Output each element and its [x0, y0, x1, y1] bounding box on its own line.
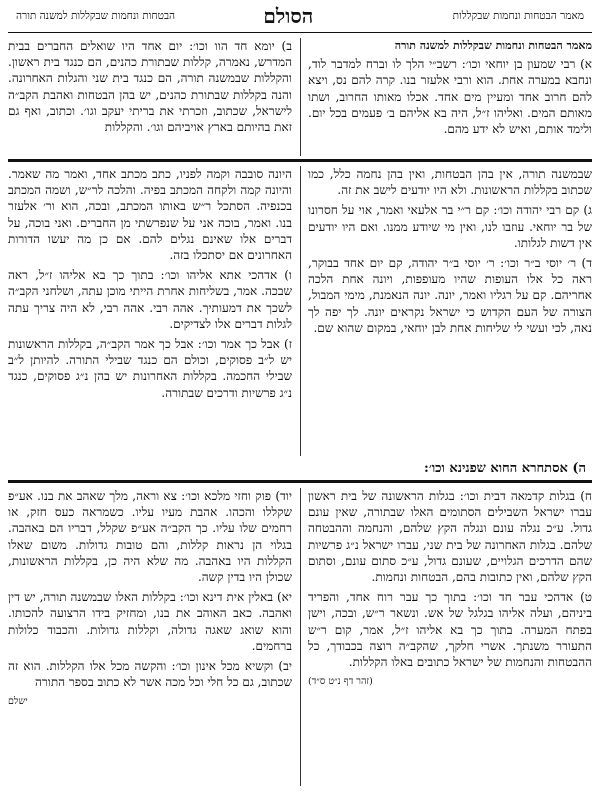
band1-right-column — [308, 38, 592, 156]
band1-divider — [300, 38, 301, 156]
document-page — [8, 4, 592, 787]
band3-left-column — [8, 488, 292, 786]
paragraph-5-cont: היונה סובבה וקמה לפניו, כתב מכתב אחד, ואמר מה שאמר. והיונה קמה ולקחה המכתב בפיה. והלכה לר״ש, ושמה המכתב בכנפיה. הסתכל ר״ש באותו המכתב, ובכה, הוא ור׳ אלעזר בנו. ואמר, בוכה אני על שנפרשתי מן החברים. ואני בוכה, על דברים אלו שאינם נגלים להם. אם כן מה יעשו הדורות האחרונים אם יסתכלו בזה. — [8, 167, 292, 263]
paragraph-1: א) רבי שמעון בן יוחאי וכו׳: רשב״י הלך לו וברח למדבר לוד, ונחבא במערה אחת. הוא ורבי אלעזר בנו. קרה להם נס, ויצא להם חרוב אחד ומעיין מים אחד. אכלו מאותו החרוב, ושתו מאותם המים. ואליהו ז״ל, היה בא אליהם ב׳ פעמים בכל יום. ולימד אותם, ואיש לא ידע מהם. — [308, 57, 592, 137]
article-title: מאמר הבטחות ונחמות שבקללות למשנה תורה — [394, 39, 592, 52]
band1-rule — [8, 159, 592, 162]
paragraph-10: יוד) פוק וחזי מלכא וכו׳: צא וראה, מלך שאהב את בנו. אע״פ שקללו והכהו. אהבת מעיו עליו. כשמראה כעס חזק, או רחמים שלו עליו. כך הקב״ה אע״פ שקלל, דבריו הם באהבה. בגלוי הן נראות קללות, והם טובות גדולות. משום שאלו הקללות היו באהבה. מה שלא היה כן, בקללות הראשונות, שכולן היו בדין קשה. — [8, 489, 292, 585]
page-header — [8, 4, 592, 32]
band2-rule — [8, 480, 592, 483]
paragraph-2: ב) יומא חד הוו וכו׳: יום אחד היו שואלים החברים בבית המדרש, נאמרה, קללות שבתורת כהנים, הם כנגד בית ראשון. והקללות שבמשנה תורה, הם כנגד בית שני והגלות האחרונה. והנה בקללות שבתורת כהנים, יש בהן הבטחות ואהבת הקב״ה לישראל, שכתוב, וזכרתי את בריתי יעקב וגו׳. וכתוב, ואף גם זאת בהיותם בארץ אויביהם וגו׳. והקללות — [8, 39, 292, 135]
paragraph-5-heading: ה) אסתחרא החוא שפנינא וכו׳: — [424, 461, 586, 476]
paragraph-9: ט) אדהכי עבר חד וכו׳: בתוך כך עבר רוח אחד, והפריד ביניהם, ועלה אליהו בגלגל של אש. ונשאר ר״ש, ובכה, וישן בפתח המערה. בתוך כך בא אליהו ז״ל, אמר, קום ר״ש התעורר משנתך. אשרי חלקך, שהקב״ה רוצה בכבודך, כל ההבטחות והנחמות של ישראל כתובים באלו הקללות. — [308, 590, 592, 670]
header-left: הבטחות ונחמות שבקללות למשנה תורה — [16, 10, 176, 22]
header-rule — [8, 32, 592, 33]
header-right: מאמר הבטחות ונחמות שבקללות — [452, 10, 584, 22]
paragraph-3: ג) קם רבי יהודה וכו׳: קם ר״י בר אלעאי ואמר, אוי על חסרונו של בר יוחאי. עוזבו לנו, ואין מי שיודע ממנו. ואם היו יודעים אין דשות לגלותו. — [308, 203, 592, 250]
band3-right-column — [308, 488, 592, 786]
continuation-word: ישלם — [8, 696, 28, 708]
source-reference: (זהר דף נ״ט ס״ד) — [308, 676, 373, 688]
band1-left-column — [8, 38, 292, 156]
band2-left-column — [8, 166, 292, 456]
paragraph-7: ז) אבל כך אמר וכו׳: אבל כך אמר הקב״ה, בקללות הראשונות יש ל״ב פסוקים, וכולם הם כנגד שבילי התורה. להיותן ל״ב שבילי החכמה. בקללות האחרונות יש בהן נ״ג פסוקים, כנגד נ״ג פרשיות ודרכים שבתורה. — [8, 337, 292, 400]
band3-divider — [300, 488, 301, 786]
band2-divider — [300, 166, 301, 456]
band2-right-column — [308, 166, 592, 456]
paragraph-4: ד) ר׳ יוסי ב״ר וכו׳: ר׳ יוסי ב״ר יהודה, קם יום אחד בבוקר, ראה כל אלו העופות שהיו מעופפות, ויונה אחת הלכה אחריהם. קם על רגליו ואמר, יונה. יונה הנאמנת, מימי המבול, הצורה של העם הקדוש כי ישראל נקראים יונה. לך יפה לך נאה, לכי ועשי לי שליחות אחת לבן יוחאי, במקום שהוא שם. — [308, 256, 592, 335]
paragraph-11: יא) באלין אית דינא וכו׳: בקללות האלו שבמשנה תורה, יש דין ואהבה. כאב האוהב את בנו, ומחזיק בידו הרצועה להכותו. והוא שואג שאגה גדולה, וקללות גדולות. והכבוד כלולות ברחמים. — [8, 590, 292, 653]
page-title: הסולם — [263, 4, 314, 28]
paragraph-6: ו) אדהכי אתא אליהו וכו׳: בתוך כך בא אליהו ז״ל, ראה שבכה. אמר, בשליחות אחרת הייתי מוכן עתה, ושלחני הקב״ה לשכך את דמעותיך. אהה רבי. אהה רבי, לא היה צריך עתה לגלות דברים אלו לצדיקים. — [8, 268, 292, 331]
paragraph-2-cont: שבמשנה תורה, אין בהן הבטחות, ואין בהן נחמה כלל, כמו שכתוב בקללות הראשונות. ולא היו יודעים לישב את זה. — [308, 167, 592, 198]
paragraph-8: ח) בגלות קדמאה דבית וכו׳: בגלות הראשונה של בית ראשון עברו ישראל השבילים הסתומים האלו שבתורה, שאין עונם גדול. ע״כ נגלה עונם ונגלה הקץ שלהם, והנחמה וההבטחה שלהם. בגלות האחרונה של בית שני, עברו ישראל נ״ג פרשיות שהם הדרכים הגלויים, שעונם גדול, ע״כ סתום עונם, וסתום הקץ שלהם, ואין כתובות בהם, הבטחות ונחמות. — [308, 489, 592, 585]
paragraph-12: יב) וקשיא מכל אינון וכו׳: והקשה מכל אלו הקללות. הוא זה שכתוב, גם כל חלי וכל מכה אשר לא כתוב בספר התורה — [8, 659, 292, 690]
